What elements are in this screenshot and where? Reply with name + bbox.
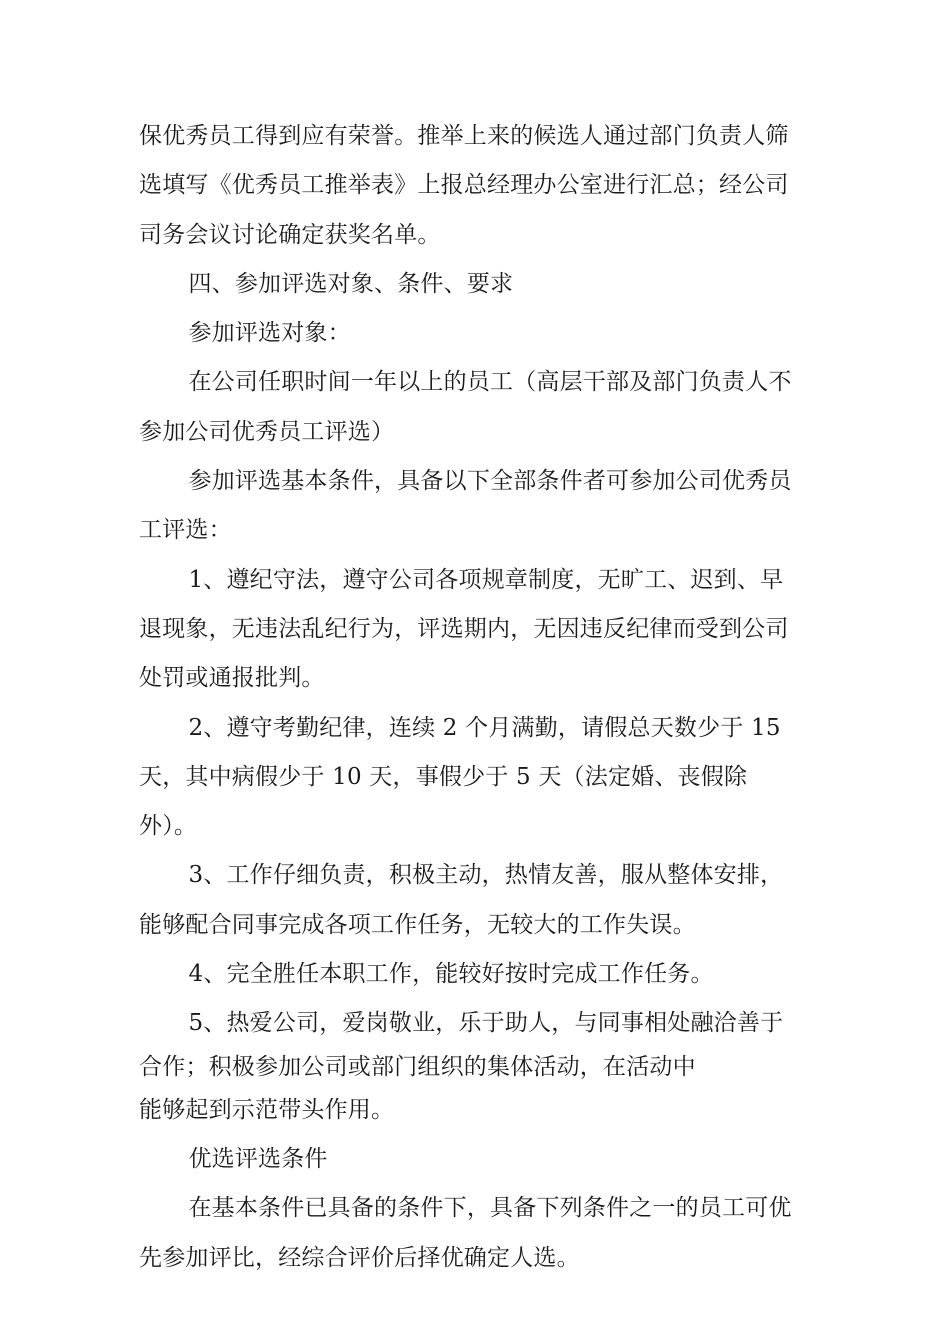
text-line: 司务会议讨论确定获奖名单。 [139,221,441,248]
condition-item-4 [139,950,829,999]
text-line: 参加评选基本条件，具备以下全部条件者可参加公司优秀员 [188,468,792,495]
text-line: 天，其中病假少于 10 天，事假少于 5 天（法定婚、丧假除 [139,763,748,790]
paragraph-nomination-process [139,112,829,260]
text-line: 2、遵守考勤纪律，连续 2 个月满勤，请假总天数少于 15 [188,714,781,741]
text-line: 能够起到示范带头作用。 [139,1096,395,1123]
text-line: 在基本条件已具备的条件下，具备下列条件之一的员工可优 [188,1195,792,1222]
text-line: 能够配合同事完成各项工作任务，无较大的工作失误。 [139,911,696,938]
paragraph-eligible-employees [139,358,829,457]
text-line: 四、参加评选对象、条件、要求 [188,270,514,297]
document-body [139,112,829,1283]
text-line: 先参加评比，经综合评价后择优确定人选。 [139,1244,580,1271]
text-line: 选填写《优秀员工推举表》上报总经理办公室进行汇总；经公司 [139,172,789,199]
condition-item-1 [139,556,829,704]
subheading-priority-conditions [139,1135,829,1184]
text-line: 5、热爱公司，爱岗敬业，乐于助人，与同事相处融洽善于 [188,1010,784,1037]
paragraph-priority-selection [139,1184,829,1283]
text-line: 1、遵纪守法，遵守公司各项规章制度，无旷工、迟到、早 [188,566,784,593]
paragraph-basic-conditions [139,457,829,556]
section-heading-four [139,260,829,309]
text-line: 外）。 [139,813,198,840]
text-line: 4、完全胜任本职工作，能较好按时完成工作任务。 [188,961,714,988]
text-line: 参加公司优秀员工评选） [139,418,395,445]
text-line: 工评选： [139,517,232,544]
condition-item-3 [139,851,829,950]
text-line: 优选评选条件 [188,1145,328,1172]
text-line: 退现象，无违法乱纪行为，评选期内，无因违反纪律而受到公司 [139,615,789,642]
text-line: 在公司任职时间一年以上的员工（高层干部及部门负责人不 [188,369,792,396]
text-line: 保优秀员工得到应有荣誉。推举上来的候选人通过部门负责人筛 [139,123,789,149]
condition-item-5 [139,999,829,1135]
text-line: 参加评选对象： [188,320,351,347]
condition-item-2 [139,704,829,852]
text-line: 合作；积极参加公司或部门组织的集体活动，在活动中 [139,1053,696,1080]
subheading-eligible-targets [139,309,829,358]
text-line: 处罚或通报批判。 [139,665,325,692]
text-line: 3、工作仔细负责，积极主动，热情友善，服从整体安排， [188,862,784,889]
